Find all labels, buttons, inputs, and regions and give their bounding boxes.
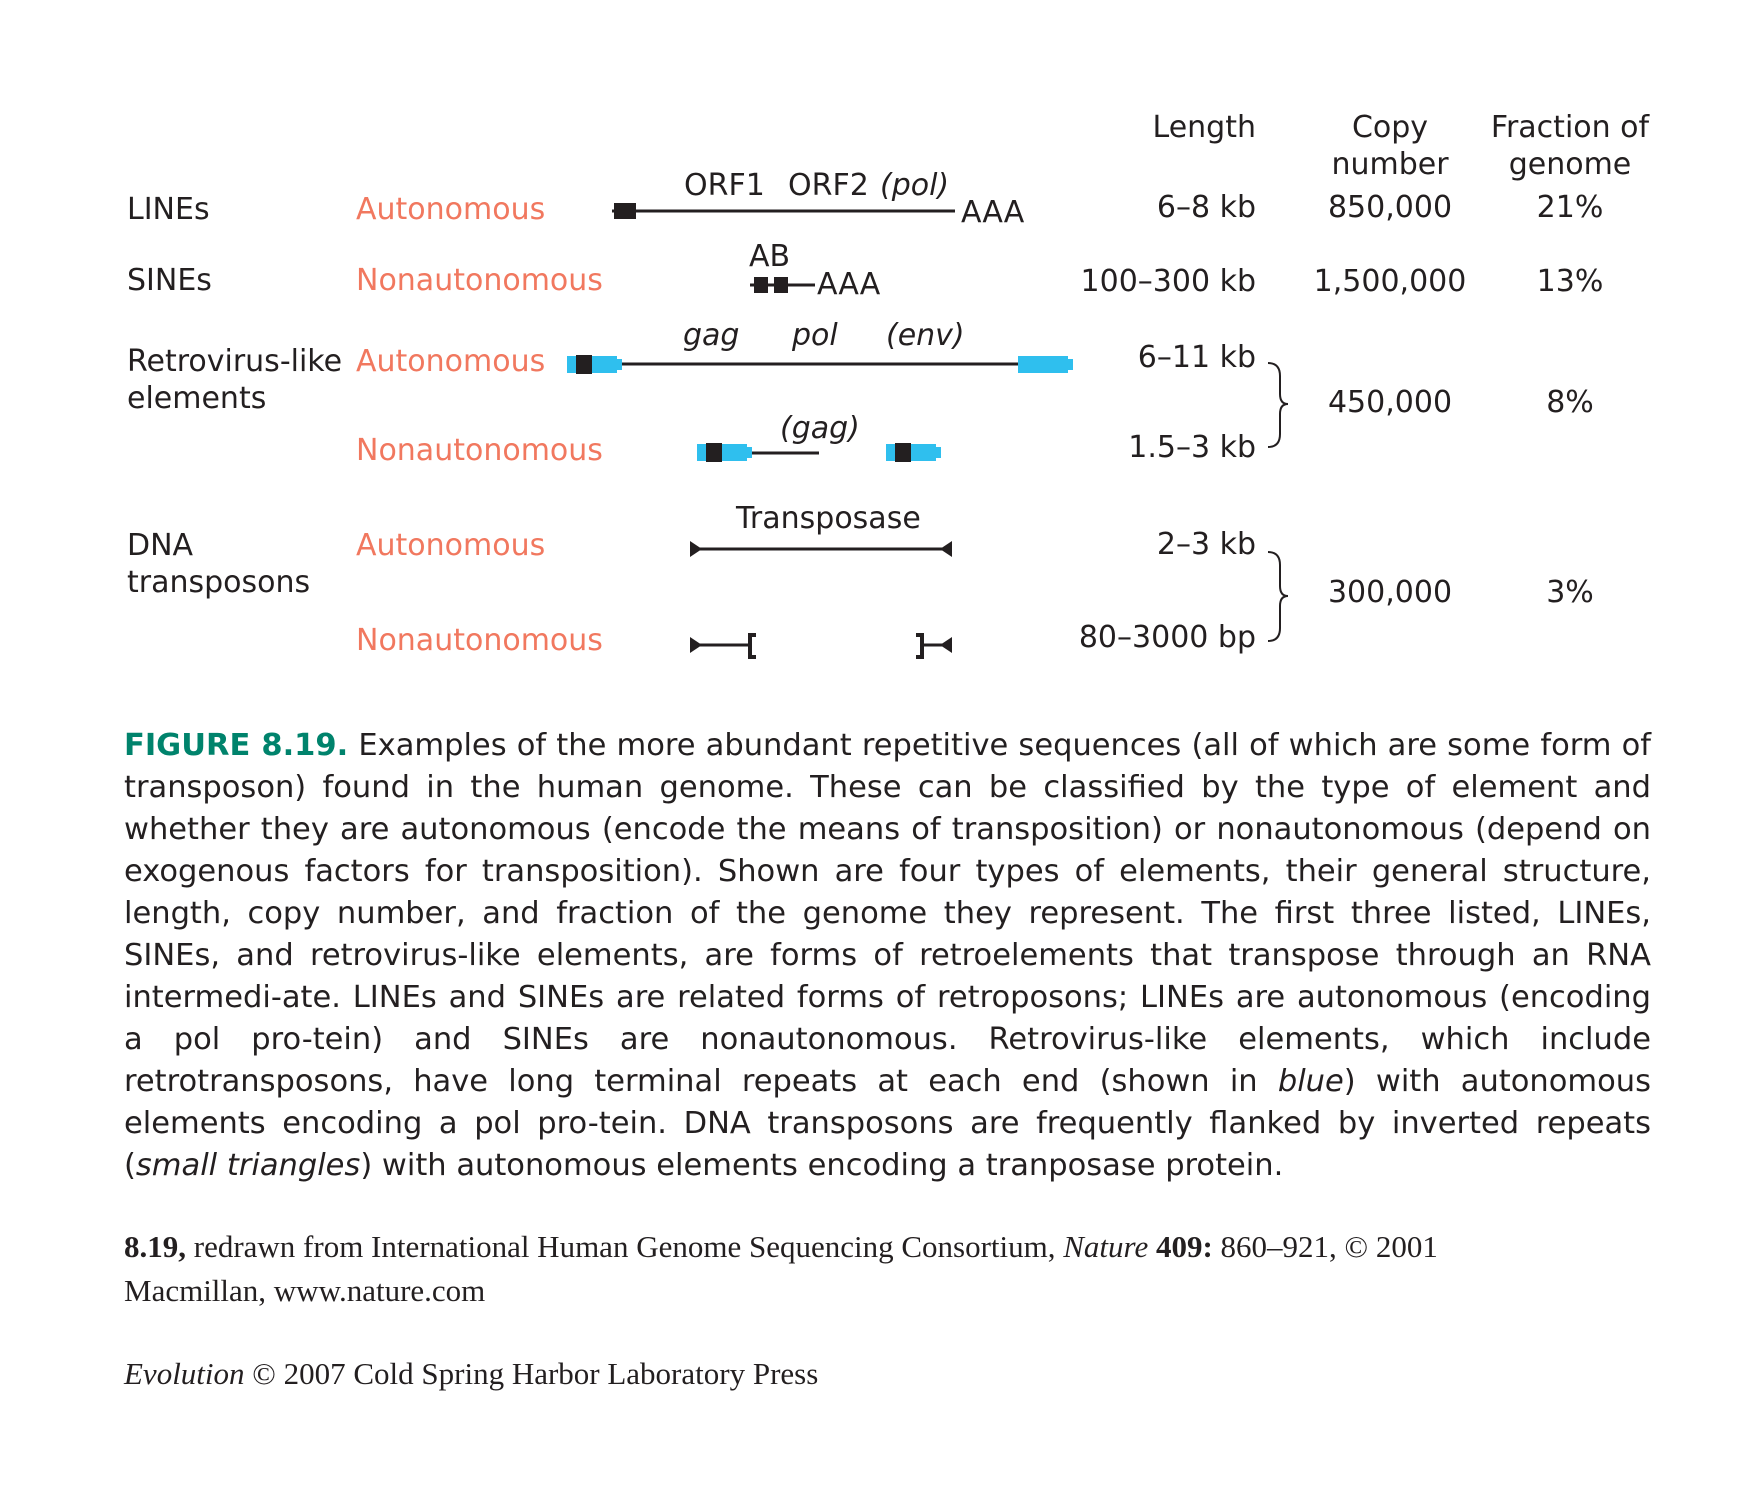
polya-label-lines: AAA <box>961 195 1025 230</box>
ltr-right <box>1018 356 1068 373</box>
fraction-sines: 13% <box>1536 264 1604 299</box>
row-name-retro-1: Retrovirus-like <box>127 344 343 379</box>
truncation-bracket-left <box>750 635 756 657</box>
copy-number-dna: 300,000 <box>1327 575 1453 610</box>
source-credit-line2: Macmillan, www.nature.com <box>124 1273 486 1308</box>
ab-label: AB <box>749 239 791 274</box>
length-dna-nonauto: 80–3000 bp <box>1078 620 1256 655</box>
length-sines: 100–300 kb <box>1080 264 1256 299</box>
length-dna-auto: 2–3 kb <box>1156 527 1256 562</box>
truncation-bracket-right <box>916 635 922 657</box>
orf1-label: ORF1 <box>684 168 765 203</box>
source-credit: 8.19, redrawn from International Human Genome Sequencing Consortium, Nature 409: 860–921, © 2001 <box>124 1229 1438 1264</box>
lines-5prime-block <box>614 203 636 219</box>
env-label: (env) <box>886 318 965 353</box>
row-name-lines: LINEs <box>127 192 210 227</box>
autonomy-label-dna-nonauto: Nonautonomous <box>356 623 603 658</box>
fraction-retro: 8% <box>1546 385 1594 420</box>
orf2-label: ORF2 <box>788 168 869 203</box>
inverted-repeat-right-triangle <box>940 541 952 557</box>
autonomy-label-sines: Nonautonomous <box>356 263 603 298</box>
polya-label-sines: AAA <box>817 267 881 302</box>
copy-number-lines: 850,000 <box>1327 190 1453 225</box>
row-name-retro-2: elements <box>127 381 267 416</box>
figure-label: FIGURE 8.19. <box>124 728 349 763</box>
lines-structure <box>612 203 955 219</box>
dna-nonauto-structure <box>690 635 952 657</box>
fraction-lines: 21% <box>1536 190 1604 225</box>
length-retro-nonauto: 1.5–3 kb <box>1128 430 1256 465</box>
length-retro-auto: 6–11 kb <box>1137 340 1256 375</box>
row-name-dna-2: transposons <box>127 565 311 600</box>
figure-caption: FIGURE 8.19. Examples of the more abundant repetitive sequences (all of which are some form of transposon) found in the human genome. These can be classified by the type of element and whether they are autonomous (encode the means of transposition) or nonautonomous (depend on exogenous factors for transposition). Shown are four types of elements, their general structure, length, copy number, and fraction of the genome they represent. The first three listed, LINEs, SINEs, and retrovirus-like elements, are forms of retroelements that transpose through an RNA intermedi-ate. LINEs and SINEs are related forms of retroposons; LINEs are autonomous (encoding a pol pro-tein) and SINEs are nonautonomous. Retrovirus-like elements, which include retrotransposons, have long terminal repeats at each end (shown in blue) with autonomous elements encoding a pol pro-tein. DNA transposons are frequently flanked by inverted repeats (small triangles) with autonomous elements encoding a tranposase protein. <box>124 728 1651 1183</box>
length-lines: 6–8 kb <box>1156 190 1256 225</box>
sines-block-a <box>754 277 768 293</box>
header-fraction-1: Fraction of <box>1490 110 1650 145</box>
gag-label-nonauto: (gag) <box>780 411 860 446</box>
fraction-dna: 3% <box>1546 575 1594 610</box>
pol-label-retro: pol <box>792 318 838 353</box>
book-copyright: Evolution © 2007 Cold Spring Harbor Laboratory Press <box>124 1356 819 1391</box>
dna-auto-structure <box>690 541 952 557</box>
element-structure-diagram <box>0 0 1752 700</box>
autonomy-label-dna-auto: Autonomous <box>356 528 546 563</box>
gag-label: gag <box>683 318 740 353</box>
autonomy-label-lines: Autonomous <box>356 192 546 227</box>
row-name-sines: SINEs <box>127 263 212 298</box>
retro-nonauto-structure <box>697 443 941 462</box>
copy-number-retro: 450,000 <box>1327 385 1453 420</box>
dna-brace <box>1268 552 1288 641</box>
header-length: Length <box>1152 110 1256 145</box>
header-fraction-2: genome <box>1508 147 1632 182</box>
copy-number-sines: 1,500,000 <box>1313 264 1467 299</box>
header-copy-number-1: Copy <box>1351 110 1429 145</box>
retro-auto-structure <box>567 355 1073 374</box>
autonomy-label-retro-auto: Autonomous <box>356 344 546 379</box>
inverted-repeat-left-triangle <box>690 541 702 557</box>
transposase-label: Transposase <box>736 501 921 536</box>
header-copy-number-2: number <box>1331 147 1449 182</box>
row-name-dna-1: DNA <box>127 528 194 563</box>
retro-brace <box>1268 363 1288 447</box>
pol-label-lines: (pol) <box>880 168 950 203</box>
sines-block-b <box>774 277 788 293</box>
autonomy-label-retro-nonauto: Nonautonomous <box>356 433 603 468</box>
sines-structure <box>750 277 815 293</box>
